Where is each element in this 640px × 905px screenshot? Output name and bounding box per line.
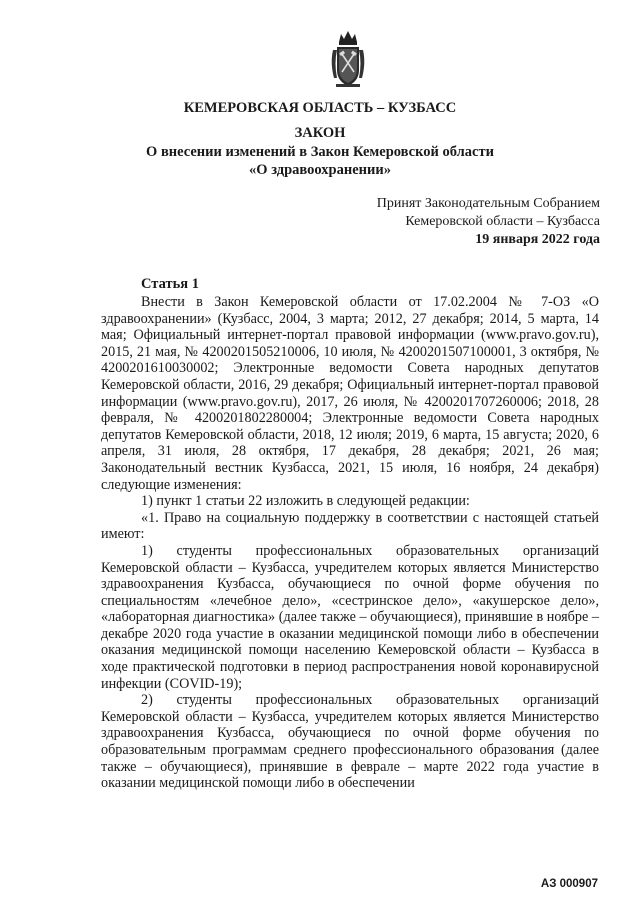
document-serial-number: АЗ 000907	[540, 878, 598, 890]
article-body	[101, 294, 599, 792]
adoption-line2: Кемеровской области – Кузбасса	[405, 214, 600, 229]
kuzbass-coat-of-arms-icon	[330, 28, 366, 90]
adoption-block	[377, 195, 600, 249]
article-paragraph: 2) студенты профессиональных образовательных организаций Кемеровской области – Кузбасса, учредителем которых является Министерство здравоохранения Кузбасса, обучающиеся по очной форме обучения по образовательным программам среднего профессионального образования (далее также – обучающиеся), принявшие в феврале – марте 2022 года участие в оказании медицинской помощи либо в обеспечении	[101, 692, 599, 792]
article-paragraph: 1) пункт 1 статьи 22 изложить в следующей редакции:	[141, 493, 470, 510]
document-type: ЗАКОН	[294, 125, 346, 141]
article-paragraph: Внести в Закон Кемеровской области от 17.02.2004 № 7-ОЗ «О здравоохранении» (Кузбасс, 2004, 3 марта; 2012, 27 декабря; 2014, 5 марта, 14 мая; Официальный интернет-портал правовой информации (www.pravo.gov.ru), 2015, 21 мая, № 4200201505210006, 10 июля, № 4200201507100001, 3 октября, № 4200201610030002; Электронные ведомости Совета народных депутатов Кемеровской области, 2016, 29 декабря; Официальный интернет-портал правовой информации (www.pravo.gov.ru), 2017, 26 июля, № 4200201707260006; 2018, 28 февраля, № 4200201802280004; Электронные ведомости Совета народных депутатов Кемеровской области, 2018, 12 июля; 2019, 6 марта, 15 августа; 2020, 6 апреля, 31 июля, 28 октября, 17 декабря, 28 декабря; 2021, 26 мая; Законодательный вестник Кузбасса, 2021, 15 июля, 16 ноября, 24 декабря) следующие изменения:	[101, 294, 599, 493]
article-paragraph: 1) студенты профессиональных образовательных организаций Кемеровской области – Кузбасса, учредителем которых является Министерство здравоохранения Кузбасса, обучающиеся по очной форме обучения по специальностям «лечебное дело», «сестринское дело», «акушерское дело», «лабораторная диагностика» (далее также – обучающиеся), принявшие в ноябре – декабре 2020 года участие в оказании медицинской помощи либо в обеспечении оказания медицинской помощи населению Кемеровской области – Кузбасса в ходе практической подготовки в период распространения новой коронавирусной инфекции (COVID-19);	[101, 542, 599, 692]
adoption-date: 19 января 2022 года	[475, 232, 600, 247]
region-title: КЕМЕРОВСКАЯ ОБЛАСТЬ – КУЗБАСС	[183, 100, 457, 116]
article-paragraph: «1. Право на социальную поддержку в соответствии с настоящей статьей имеют:	[101, 509, 599, 543]
law-subtitle-line2: «О здравоохранении»	[249, 162, 391, 178]
adoption-line1: Принят Законодательным Собранием	[376, 196, 600, 211]
article-heading: Статья 1	[141, 276, 199, 292]
law-subtitle-line1: О внесении изменений в Закон Кемеровской области	[146, 144, 494, 160]
